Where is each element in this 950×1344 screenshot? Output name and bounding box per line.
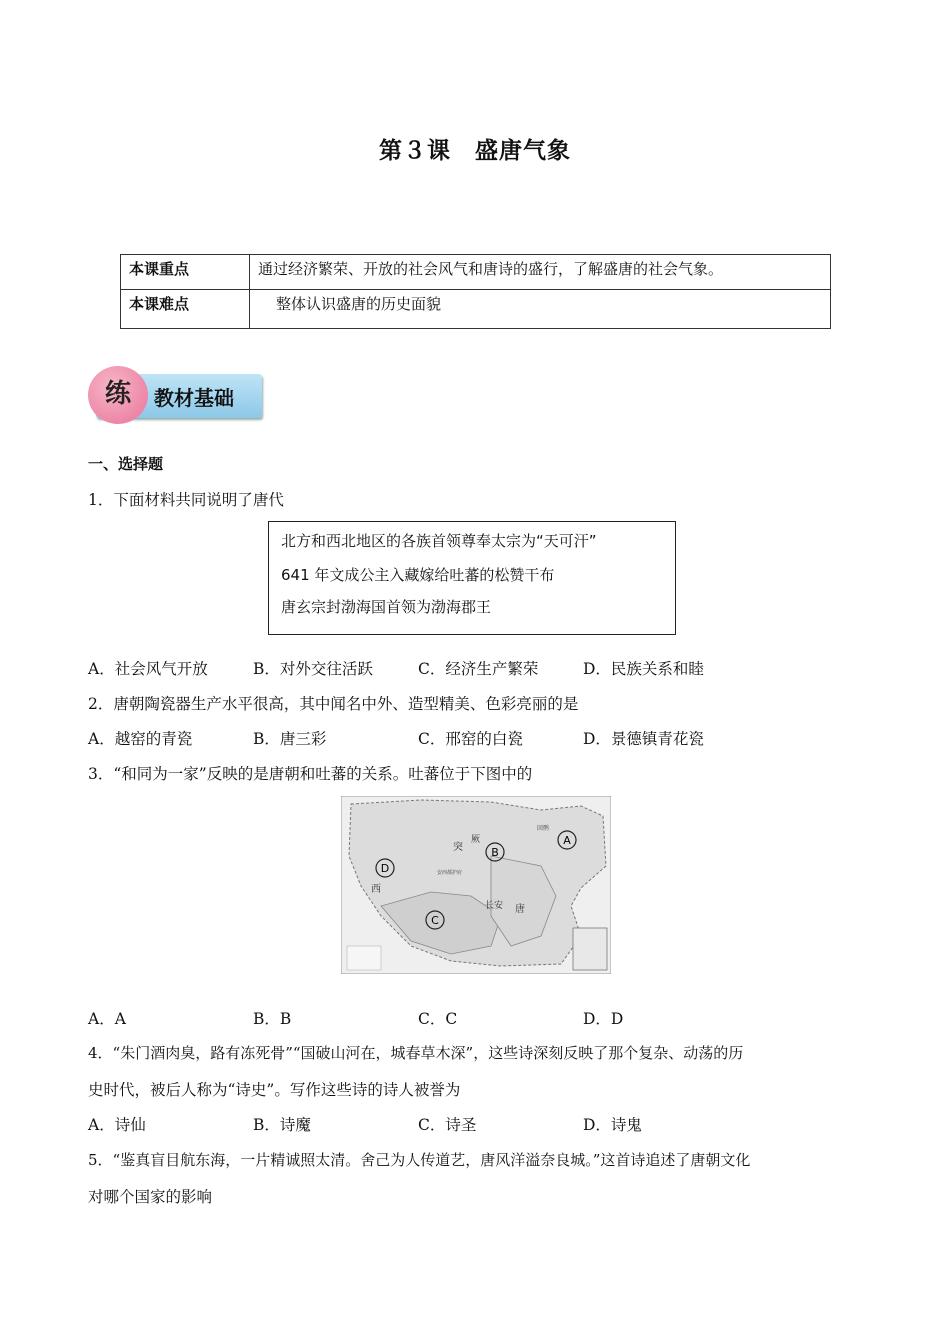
question-2-stem: 2．唐朝陶瓷器生产水平很高，其中闻名中外、造型精美、色彩亮丽的是 bbox=[88, 695, 579, 713]
section-banner bbox=[88, 366, 264, 424]
q3-option-a: A．A bbox=[88, 1010, 126, 1028]
q2-option-a: A．越窑的青瓷 bbox=[88, 730, 193, 748]
q3-option-d: D．D bbox=[583, 1010, 624, 1028]
difficulty-value: 整体认识盛唐的历史面貌 bbox=[250, 290, 831, 329]
map-label-tujue: 突 bbox=[453, 842, 463, 853]
q1-option-b: B．对外交往活跃 bbox=[253, 660, 373, 678]
map-legend bbox=[347, 946, 381, 970]
q1-option-a: A．社会风气开放 bbox=[88, 660, 208, 678]
q2-option-c: C．邢窑的白瓷 bbox=[418, 730, 523, 748]
q2-option-b: B．唐三彩 bbox=[253, 730, 327, 748]
map-label-changan: 长安 bbox=[485, 901, 504, 911]
q4-option-b: B．诗魔 bbox=[253, 1116, 311, 1134]
q4-option-d: D．诗鬼 bbox=[583, 1116, 642, 1134]
map-label-xi: 西 bbox=[371, 884, 381, 895]
svg-text:C: C bbox=[431, 914, 439, 927]
question-1-material bbox=[268, 521, 676, 635]
q2-option-d: D．景德镇青花瓷 bbox=[583, 730, 704, 748]
page-title: 第３课 盛唐气象 bbox=[379, 137, 571, 164]
svg-text:D: D bbox=[380, 862, 390, 875]
tang-map-image bbox=[341, 796, 611, 974]
map-label-huihe: 回鹘 bbox=[537, 825, 550, 832]
svg-text:A: A bbox=[563, 834, 571, 847]
q1-option-d: D．民族关系和睦 bbox=[583, 660, 704, 678]
material-line: 641 年文成公主入藏嫁给吐蕃的松赞干布 bbox=[281, 566, 555, 584]
material-line: 唐玄宗封渤海国首领为渤海郡王 bbox=[281, 598, 492, 616]
q4-option-c: C．诗圣 bbox=[418, 1116, 477, 1134]
question-4-stem-line1: 4．“朱门酒肉臭，路有冻死骨”“国破山河在，城春草木深”，这些诗深刻反映了那个复杂、动荡的历 bbox=[88, 1044, 744, 1062]
question-5-stem-line2: 对哪个国家的影响 bbox=[88, 1188, 213, 1206]
banner-badge: 练 bbox=[88, 366, 148, 424]
banner-label: 教材基础 bbox=[154, 386, 234, 410]
question-1-stem: 1．下面材料共同说明了唐代 bbox=[88, 491, 284, 509]
q3-option-c: C．C bbox=[418, 1010, 458, 1028]
question-4-stem-line2: 史时代，被后人称为“诗史”。写作这些诗的诗人被誉为 bbox=[88, 1081, 461, 1099]
key-points-table bbox=[120, 254, 831, 329]
map-label-jue: 厥 bbox=[471, 835, 481, 845]
q4-option-a: A．诗仙 bbox=[88, 1116, 146, 1134]
table-row bbox=[121, 290, 831, 329]
key-point-label: 本课重点 bbox=[121, 255, 250, 290]
q3-option-b: B．B bbox=[253, 1010, 292, 1028]
material-line: 北方和西北地区的各族首领尊奉太宗为“天可汗” bbox=[281, 532, 597, 550]
key-point-value: 通过经济繁荣、开放的社会风气和唐诗的盛行，了解盛唐的社会气象。 bbox=[250, 255, 831, 290]
map-label-tang: 唐 bbox=[515, 904, 525, 915]
svg-text:B: B bbox=[491, 846, 499, 859]
section-heading: 一、选择题 bbox=[88, 455, 164, 473]
table-row bbox=[121, 255, 831, 290]
question-3-stem: 3．“和同为一家”反映的是唐朝和吐蕃的关系。吐蕃位于下图中的 bbox=[88, 765, 533, 783]
difficulty-label: 本课难点 bbox=[121, 290, 250, 329]
map-inset bbox=[573, 928, 607, 970]
question-5-stem-line1: 5．“鉴真盲目航东海，一片精诚照太清。舍己为人传道艺，唐风洋溢奈良城。”这首诗追述了唐朝文化 bbox=[88, 1151, 751, 1169]
q1-option-c: C．经济生产繁荣 bbox=[418, 660, 539, 678]
map-label-anxi: 安西都护府 bbox=[437, 870, 463, 876]
